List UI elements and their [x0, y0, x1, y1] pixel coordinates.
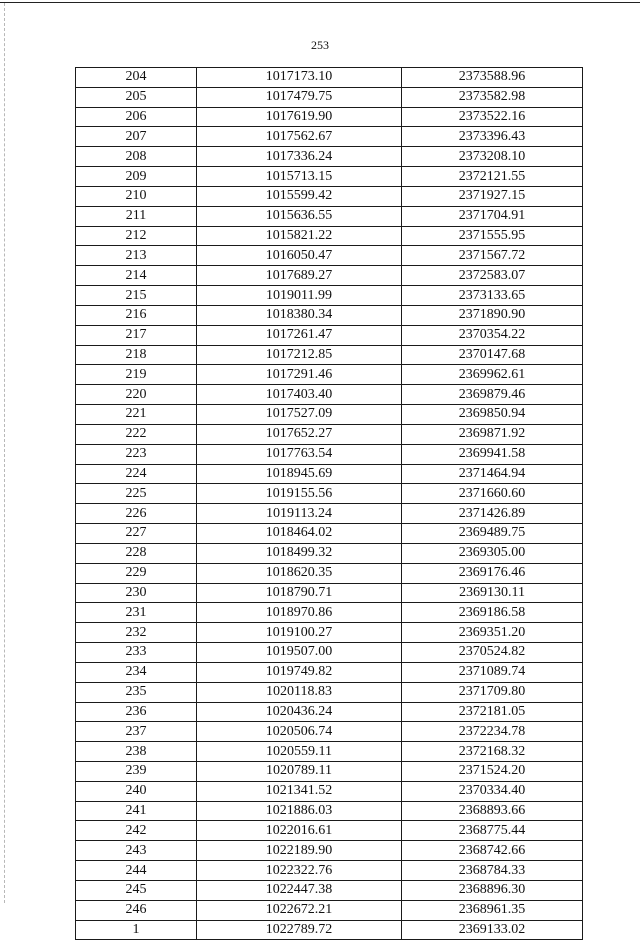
x-coordinate-cell: 1022016.61	[197, 821, 402, 841]
table-row	[76, 206, 583, 226]
table-row	[76, 147, 583, 167]
point-number-cell: 227	[76, 524, 197, 544]
table-row	[76, 761, 583, 781]
y-coordinate-cell: 2371927.15	[402, 186, 583, 206]
y-coordinate-cell: 2368742.66	[402, 841, 583, 861]
point-number-cell: 228	[76, 543, 197, 563]
point-number-cell: 208	[76, 147, 197, 167]
table-row	[76, 781, 583, 801]
x-coordinate-cell: 1016050.47	[197, 246, 402, 266]
y-coordinate-cell: 2368961.35	[402, 900, 583, 920]
point-number-cell: 226	[76, 504, 197, 524]
table-row	[76, 543, 583, 563]
table-row	[76, 186, 583, 206]
x-coordinate-cell: 1021341.52	[197, 781, 402, 801]
point-number-cell: 211	[76, 206, 197, 226]
y-coordinate-cell: 2373588.96	[402, 68, 583, 88]
y-coordinate-cell: 2369489.75	[402, 524, 583, 544]
table-row	[76, 167, 583, 187]
point-number-cell: 221	[76, 405, 197, 425]
x-coordinate-cell: 1022789.72	[197, 920, 402, 940]
table-row	[76, 305, 583, 325]
point-number-cell: 205	[76, 87, 197, 107]
table-row	[76, 424, 583, 444]
x-coordinate-cell: 1019749.82	[197, 662, 402, 682]
y-coordinate-cell: 2368893.66	[402, 801, 583, 821]
x-coordinate-cell: 1018970.86	[197, 603, 402, 623]
point-number-cell: 217	[76, 325, 197, 345]
y-coordinate-cell: 2371555.95	[402, 226, 583, 246]
y-coordinate-cell: 2371567.72	[402, 246, 583, 266]
point-number-cell: 223	[76, 444, 197, 464]
point-number-cell: 232	[76, 623, 197, 643]
point-number-cell: 225	[76, 484, 197, 504]
x-coordinate-cell: 1022447.38	[197, 880, 402, 900]
table-row	[76, 385, 583, 405]
point-number-cell: 222	[76, 424, 197, 444]
table-row	[76, 682, 583, 702]
point-number-cell: 243	[76, 841, 197, 861]
y-coordinate-cell: 2369176.46	[402, 563, 583, 583]
y-coordinate-cell: 2373396.43	[402, 127, 583, 147]
x-coordinate-cell: 1017619.90	[197, 107, 402, 127]
x-coordinate-cell: 1017527.09	[197, 405, 402, 425]
y-coordinate-cell: 2371660.60	[402, 484, 583, 504]
x-coordinate-cell: 1017562.67	[197, 127, 402, 147]
x-coordinate-cell: 1015636.55	[197, 206, 402, 226]
point-number-cell: 240	[76, 781, 197, 801]
table-row	[76, 226, 583, 246]
y-coordinate-cell: 2373208.10	[402, 147, 583, 167]
point-number-cell: 220	[76, 385, 197, 405]
table-row	[76, 742, 583, 762]
y-coordinate-cell: 2369186.58	[402, 603, 583, 623]
x-coordinate-cell: 1015821.22	[197, 226, 402, 246]
table-row	[76, 801, 583, 821]
x-coordinate-cell: 1018499.32	[197, 543, 402, 563]
y-coordinate-cell: 2372168.32	[402, 742, 583, 762]
point-number-cell: 207	[76, 127, 197, 147]
point-number-cell: 236	[76, 702, 197, 722]
x-coordinate-cell: 1020436.24	[197, 702, 402, 722]
point-number-cell: 216	[76, 305, 197, 325]
page-left-edge	[4, 3, 5, 903]
point-number-cell: 235	[76, 682, 197, 702]
x-coordinate-cell: 1017689.27	[197, 266, 402, 286]
x-coordinate-cell: 1017261.47	[197, 325, 402, 345]
point-number-cell: 229	[76, 563, 197, 583]
y-coordinate-cell: 2371464.94	[402, 464, 583, 484]
table-row	[76, 87, 583, 107]
table-row	[76, 623, 583, 643]
table-row	[76, 68, 583, 88]
x-coordinate-cell: 1015713.15	[197, 167, 402, 187]
point-number-cell: 237	[76, 722, 197, 742]
point-number-cell: 1	[76, 920, 197, 940]
point-number-cell: 213	[76, 246, 197, 266]
y-coordinate-cell: 2373582.98	[402, 87, 583, 107]
y-coordinate-cell: 2372234.78	[402, 722, 583, 742]
point-number-cell: 214	[76, 266, 197, 286]
y-coordinate-cell: 2371089.74	[402, 662, 583, 682]
table-row	[76, 563, 583, 583]
point-number-cell: 233	[76, 643, 197, 663]
y-coordinate-cell: 2371426.89	[402, 504, 583, 524]
page-number: 253	[311, 38, 329, 52]
x-coordinate-cell: 1020789.11	[197, 761, 402, 781]
y-coordinate-cell: 2372181.05	[402, 702, 583, 722]
point-number-cell: 218	[76, 345, 197, 365]
table-row	[76, 524, 583, 544]
y-coordinate-cell: 2371709.80	[402, 682, 583, 702]
table-row	[76, 900, 583, 920]
y-coordinate-cell: 2369850.94	[402, 405, 583, 425]
point-number-cell: 244	[76, 861, 197, 881]
point-number-cell: 246	[76, 900, 197, 920]
point-number-cell: 230	[76, 583, 197, 603]
x-coordinate-cell: 1020559.11	[197, 742, 402, 762]
table-row	[76, 583, 583, 603]
x-coordinate-cell: 1017291.46	[197, 365, 402, 385]
y-coordinate-cell: 2371704.91	[402, 206, 583, 226]
coordinates-table	[75, 67, 583, 940]
x-coordinate-cell: 1022672.21	[197, 900, 402, 920]
y-coordinate-cell: 2373522.16	[402, 107, 583, 127]
table-row	[76, 484, 583, 504]
table-row	[76, 861, 583, 881]
y-coordinate-cell: 2371524.20	[402, 761, 583, 781]
table-row	[76, 405, 583, 425]
point-number-cell: 239	[76, 761, 197, 781]
table-row	[76, 821, 583, 841]
y-coordinate-cell: 2370524.82	[402, 643, 583, 663]
table-row	[76, 444, 583, 464]
page-top-rule	[0, 2, 640, 3]
table-row	[76, 662, 583, 682]
table-row	[76, 325, 583, 345]
table-row	[76, 722, 583, 742]
x-coordinate-cell: 1019113.24	[197, 504, 402, 524]
x-coordinate-cell: 1017212.85	[197, 345, 402, 365]
x-coordinate-cell: 1020506.74	[197, 722, 402, 742]
y-coordinate-cell: 2370354.22	[402, 325, 583, 345]
x-coordinate-cell: 1017403.40	[197, 385, 402, 405]
table-row	[76, 107, 583, 127]
y-coordinate-cell: 2369871.92	[402, 424, 583, 444]
point-number-cell: 204	[76, 68, 197, 88]
x-coordinate-cell: 1017479.75	[197, 87, 402, 107]
y-coordinate-cell: 2369305.00	[402, 543, 583, 563]
y-coordinate-cell: 2373133.65	[402, 286, 583, 306]
point-number-cell: 212	[76, 226, 197, 246]
x-coordinate-cell: 1018790.71	[197, 583, 402, 603]
x-coordinate-cell: 1022322.76	[197, 861, 402, 881]
point-number-cell: 234	[76, 662, 197, 682]
table-row	[76, 841, 583, 861]
y-coordinate-cell: 2369351.20	[402, 623, 583, 643]
x-coordinate-cell: 1015599.42	[197, 186, 402, 206]
point-number-cell: 238	[76, 742, 197, 762]
x-coordinate-cell: 1018380.34	[197, 305, 402, 325]
y-coordinate-cell: 2369962.61	[402, 365, 583, 385]
table-row	[76, 603, 583, 623]
point-number-cell: 219	[76, 365, 197, 385]
x-coordinate-cell: 1018945.69	[197, 464, 402, 484]
y-coordinate-cell: 2369879.46	[402, 385, 583, 405]
x-coordinate-cell: 1019011.99	[197, 286, 402, 306]
point-number-cell: 206	[76, 107, 197, 127]
x-coordinate-cell: 1022189.90	[197, 841, 402, 861]
y-coordinate-cell: 2370334.40	[402, 781, 583, 801]
table-row	[76, 504, 583, 524]
y-coordinate-cell: 2372121.55	[402, 167, 583, 187]
table-row	[76, 920, 583, 940]
x-coordinate-cell: 1019100.27	[197, 623, 402, 643]
x-coordinate-cell: 1018620.35	[197, 563, 402, 583]
point-number-cell: 231	[76, 603, 197, 623]
table-row	[76, 365, 583, 385]
table-row	[76, 643, 583, 663]
point-number-cell: 210	[76, 186, 197, 206]
point-number-cell: 215	[76, 286, 197, 306]
y-coordinate-cell: 2369130.11	[402, 583, 583, 603]
table-row	[76, 702, 583, 722]
y-coordinate-cell: 2372583.07	[402, 266, 583, 286]
x-coordinate-cell: 1017763.54	[197, 444, 402, 464]
coordinates-table-body	[76, 68, 583, 940]
x-coordinate-cell: 1021886.03	[197, 801, 402, 821]
table-row	[76, 345, 583, 365]
table-row	[76, 880, 583, 900]
y-coordinate-cell: 2369941.58	[402, 444, 583, 464]
x-coordinate-cell: 1017652.27	[197, 424, 402, 444]
point-number-cell: 242	[76, 821, 197, 841]
x-coordinate-cell: 1019155.56	[197, 484, 402, 504]
point-number-cell: 245	[76, 880, 197, 900]
table-row	[76, 127, 583, 147]
table-row	[76, 464, 583, 484]
table-row	[76, 286, 583, 306]
table-row	[76, 246, 583, 266]
y-coordinate-cell: 2369133.02	[402, 920, 583, 940]
y-coordinate-cell: 2368775.44	[402, 821, 583, 841]
point-number-cell: 209	[76, 167, 197, 187]
x-coordinate-cell: 1017173.10	[197, 68, 402, 88]
x-coordinate-cell: 1020118.83	[197, 682, 402, 702]
point-number-cell: 241	[76, 801, 197, 821]
x-coordinate-cell: 1017336.24	[197, 147, 402, 167]
y-coordinate-cell: 2368784.33	[402, 861, 583, 881]
y-coordinate-cell: 2371890.90	[402, 305, 583, 325]
x-coordinate-cell: 1018464.02	[197, 524, 402, 544]
y-coordinate-cell: 2370147.68	[402, 345, 583, 365]
x-coordinate-cell: 1019507.00	[197, 643, 402, 663]
y-coordinate-cell: 2368896.30	[402, 880, 583, 900]
table-row	[76, 266, 583, 286]
point-number-cell: 224	[76, 464, 197, 484]
